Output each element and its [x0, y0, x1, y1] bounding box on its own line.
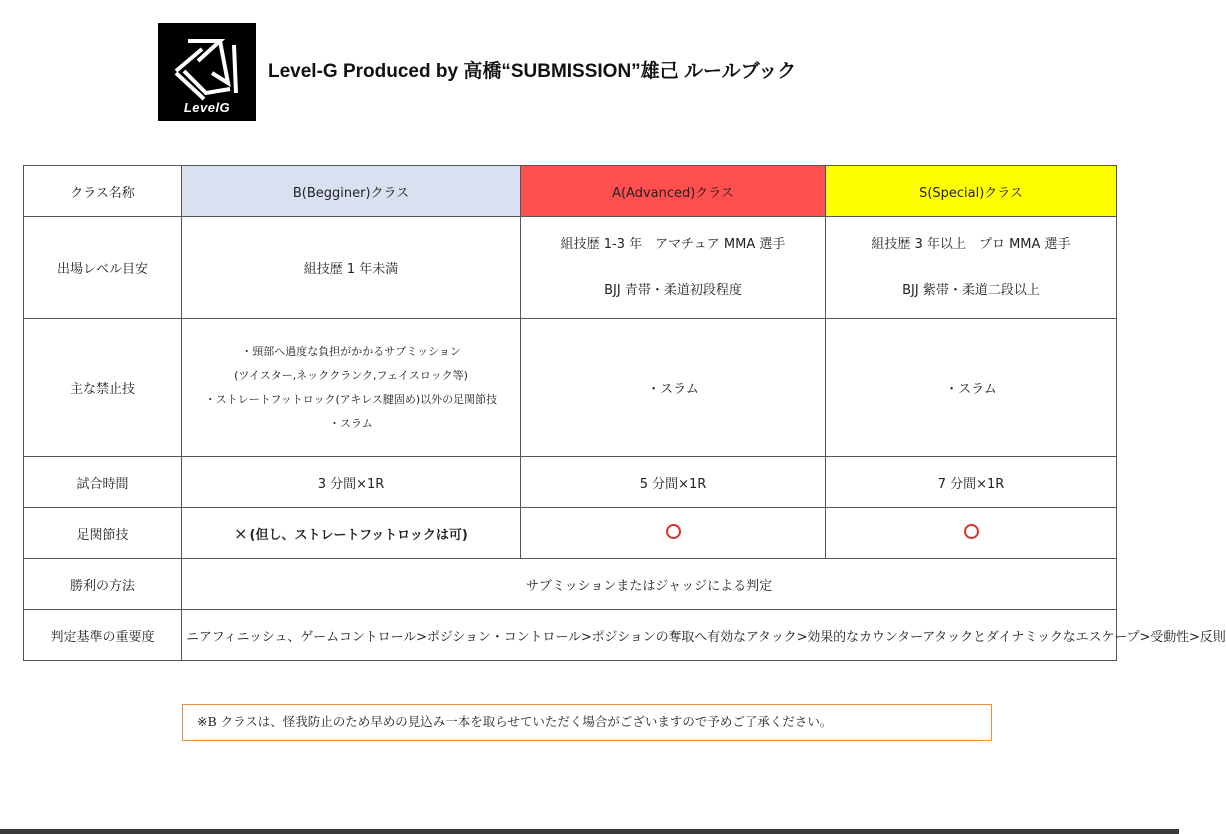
table-row-leglock [24, 508, 1117, 559]
leglock-s [826, 508, 1117, 559]
page-title: Level-G Produced by 高橋“SUBMISSION”雄己 ルールブック [268, 61, 797, 82]
row-label-judging: 判定基準の重要度 [24, 610, 182, 661]
table-row-class-name [24, 166, 1117, 217]
level-s-spacer [830, 258, 1112, 278]
table-row-banned [24, 319, 1117, 457]
bottom-edge-bar [0, 829, 1179, 834]
banned-a: ・スラム [521, 319, 826, 457]
win-method: サブミッションまたはジャッジによる判定 [182, 559, 1117, 610]
levelg-logo [158, 23, 256, 121]
table-row-win [24, 559, 1117, 610]
level-a-line-2: BJJ 青帯・柔道初段程度 [604, 282, 742, 298]
banned-b-line-4: ・スラム [329, 416, 373, 430]
header-b-class: B(Begginer)クラス [182, 166, 521, 217]
level-s-line-1: 組技歴 3 年以上 プロ MMA 選手 [871, 236, 1071, 252]
leglock-b [182, 508, 521, 559]
row-label-class-name: クラス名称 [24, 166, 182, 217]
banned-b-line-1: ・頸部へ過度な負担がかかるサブミッション [241, 344, 461, 358]
b-class-note: ※B クラスは、怪我防止のため早めの見込み一本を取らせていただく場合がございますので予めご了承ください。 [182, 704, 992, 741]
row-label-time: 試合時間 [24, 457, 182, 508]
circle-mark-icon [964, 524, 979, 539]
leglock-b-note: (但し、ストレートフットロックは可) [249, 527, 468, 543]
time-b: 3 分間×1R [182, 457, 521, 508]
row-label-win: 勝利の方法 [24, 559, 182, 610]
header-s-class: S(Special)クラス [826, 166, 1117, 217]
level-a-line-1: 組技歴 1-3 年 アマチュア MMA 選手 [560, 236, 786, 252]
banned-b [182, 319, 521, 457]
level-s-line-2: BJJ 紫帯・柔道二段以上 [902, 282, 1040, 298]
leglock-a [521, 508, 826, 559]
banned-b-line-2: (ツイスター,ネッククランク,フェイスロック等) [234, 368, 468, 382]
judging-criteria: ニアフィニッシュ、ゲームコントロール>ポジション・コントロール>ポジションの奪取へ有効なアタック>効果的なカウンターアタックとダイナミックなエスケープ>受動性>反則 [182, 610, 1117, 661]
rules-table [23, 165, 1226, 661]
level-s [826, 217, 1117, 319]
banned-b-line-3: ・ストレートフットロック(アキレス腱固め)以外の足関節技 [204, 392, 498, 406]
row-label-leglock: 足関節技 [24, 508, 182, 559]
table-row-time [24, 457, 1117, 508]
row-label-level: 出場レベル目安 [24, 217, 182, 319]
time-a: 5 分間×1R [521, 457, 826, 508]
cross-mark-icon: × [234, 523, 248, 543]
table-row-judging [24, 610, 1117, 661]
level-a-spacer [525, 258, 821, 278]
banned-s: ・スラム [826, 319, 1117, 457]
time-s: 7 分間×1R [826, 457, 1117, 508]
row-label-banned: 主な禁止技 [24, 319, 182, 457]
level-b: 組技歴 1 年未満 [182, 217, 521, 319]
level-a [521, 217, 826, 319]
logo-wordmark: LevelG [183, 100, 231, 115]
header-a-class: A(Advanced)クラス [521, 166, 826, 217]
table-row-level [24, 217, 1117, 319]
circle-mark-icon [666, 524, 681, 539]
